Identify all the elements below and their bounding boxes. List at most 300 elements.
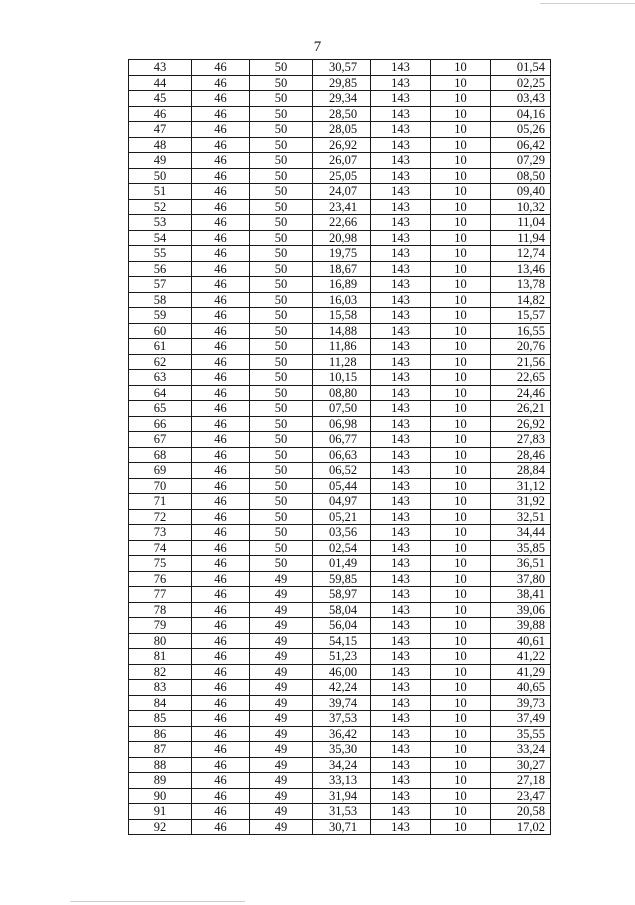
deg-lat-cell: 46 — [192, 215, 250, 231]
min-lon-cell: 10 — [431, 525, 491, 541]
deg-lon-cell: 143 — [371, 649, 431, 665]
table-row — [129, 323, 551, 339]
min-lon-cell: 10 — [431, 649, 491, 665]
sec-lat-cell: 22,66 — [313, 215, 371, 231]
min-lon-cell: 10 — [431, 323, 491, 339]
min-lat-cell: 50 — [250, 463, 313, 479]
point-number-cell: 49 — [129, 153, 192, 169]
min-lon-cell: 10 — [431, 726, 491, 742]
min-lat-cell: 50 — [250, 230, 313, 246]
sec-lat-cell: 31,53 — [313, 804, 371, 820]
deg-lon-cell: 143 — [371, 509, 431, 525]
min-lon-cell: 10 — [431, 540, 491, 556]
deg-lat-cell: 46 — [192, 571, 250, 587]
table-row — [129, 819, 551, 835]
deg-lat-cell: 46 — [192, 339, 250, 355]
point-number-cell: 77 — [129, 587, 192, 603]
point-number-cell: 80 — [129, 633, 192, 649]
min-lat-cell: 49 — [250, 757, 313, 773]
min-lon-cell: 10 — [431, 478, 491, 494]
table-row — [129, 168, 551, 184]
sec-lon-cell: 03,43 — [491, 91, 551, 107]
deg-lat-cell: 46 — [192, 525, 250, 541]
deg-lon-cell: 143 — [371, 401, 431, 417]
deg-lat-cell: 46 — [192, 385, 250, 401]
min-lon-cell: 10 — [431, 230, 491, 246]
sec-lon-cell: 14,82 — [491, 292, 551, 308]
sec-lon-cell: 27,83 — [491, 432, 551, 448]
point-number-cell: 60 — [129, 323, 192, 339]
sec-lat-cell: 37,53 — [313, 711, 371, 727]
min-lon-cell: 10 — [431, 556, 491, 572]
min-lat-cell: 50 — [250, 540, 313, 556]
point-number-cell: 55 — [129, 246, 192, 262]
point-number-cell: 71 — [129, 494, 192, 510]
deg-lat-cell: 46 — [192, 91, 250, 107]
deg-lat-cell: 46 — [192, 463, 250, 479]
deg-lon-cell: 143 — [371, 525, 431, 541]
sec-lat-cell: 04,97 — [313, 494, 371, 510]
deg-lon-cell: 143 — [371, 184, 431, 200]
deg-lat-cell: 46 — [192, 230, 250, 246]
table-row — [129, 494, 551, 510]
deg-lon-cell: 143 — [371, 354, 431, 370]
min-lat-cell: 50 — [250, 122, 313, 138]
table-row — [129, 571, 551, 587]
min-lat-cell: 49 — [250, 633, 313, 649]
min-lat-cell: 50 — [250, 292, 313, 308]
min-lon-cell: 10 — [431, 602, 491, 618]
min-lon-cell: 10 — [431, 664, 491, 680]
sec-lon-cell: 26,92 — [491, 416, 551, 432]
deg-lat-cell: 46 — [192, 401, 250, 417]
coordinates-table — [128, 59, 551, 835]
sec-lon-cell: 41,22 — [491, 649, 551, 665]
deg-lat-cell: 46 — [192, 680, 250, 696]
sec-lon-cell: 11,04 — [491, 215, 551, 231]
min-lon-cell: 10 — [431, 618, 491, 634]
sec-lat-cell: 33,13 — [313, 773, 371, 789]
table-row — [129, 633, 551, 649]
point-number-cell: 81 — [129, 649, 192, 665]
sec-lon-cell: 35,55 — [491, 726, 551, 742]
min-lat-cell: 49 — [250, 680, 313, 696]
min-lon-cell: 10 — [431, 106, 491, 122]
table-row — [129, 463, 551, 479]
sec-lat-cell: 01,49 — [313, 556, 371, 572]
min-lat-cell: 50 — [250, 323, 313, 339]
sec-lon-cell: 35,85 — [491, 540, 551, 556]
sec-lat-cell: 14,88 — [313, 323, 371, 339]
sec-lon-cell: 40,61 — [491, 633, 551, 649]
min-lon-cell: 10 — [431, 339, 491, 355]
deg-lat-cell: 46 — [192, 370, 250, 386]
sec-lat-cell: 25,05 — [313, 168, 371, 184]
sec-lat-cell: 15,58 — [313, 308, 371, 324]
deg-lon-cell: 143 — [371, 261, 431, 277]
point-number-cell: 58 — [129, 292, 192, 308]
deg-lon-cell: 143 — [371, 339, 431, 355]
deg-lon-cell: 143 — [371, 711, 431, 727]
point-number-cell: 75 — [129, 556, 192, 572]
min-lon-cell: 10 — [431, 122, 491, 138]
table-row — [129, 649, 551, 665]
deg-lon-cell: 143 — [371, 680, 431, 696]
sec-lon-cell: 31,12 — [491, 478, 551, 494]
deg-lat-cell: 46 — [192, 773, 250, 789]
scan-edge-top — [540, 3, 635, 4]
sec-lon-cell: 06,42 — [491, 137, 551, 153]
sec-lat-cell: 18,67 — [313, 261, 371, 277]
deg-lat-cell: 46 — [192, 153, 250, 169]
deg-lon-cell: 143 — [371, 664, 431, 680]
sec-lat-cell: 46,00 — [313, 664, 371, 680]
deg-lat-cell: 46 — [192, 695, 250, 711]
min-lat-cell: 50 — [250, 416, 313, 432]
min-lon-cell: 10 — [431, 75, 491, 91]
min-lat-cell: 50 — [250, 494, 313, 510]
min-lat-cell: 50 — [250, 199, 313, 215]
point-number-cell: 78 — [129, 602, 192, 618]
point-number-cell: 87 — [129, 742, 192, 758]
sec-lat-cell: 26,92 — [313, 137, 371, 153]
sec-lat-cell: 59,85 — [313, 571, 371, 587]
sec-lat-cell: 58,04 — [313, 602, 371, 618]
table-row — [129, 122, 551, 138]
table-row — [129, 540, 551, 556]
deg-lon-cell: 143 — [371, 370, 431, 386]
min-lat-cell: 50 — [250, 509, 313, 525]
min-lon-cell: 10 — [431, 292, 491, 308]
table-row — [129, 587, 551, 603]
scan-edge-bottom — [70, 901, 245, 902]
min-lon-cell: 10 — [431, 137, 491, 153]
sec-lon-cell: 24,46 — [491, 385, 551, 401]
table-row — [129, 711, 551, 727]
min-lat-cell: 50 — [250, 478, 313, 494]
min-lon-cell: 10 — [431, 463, 491, 479]
table-row — [129, 757, 551, 773]
deg-lat-cell: 46 — [192, 478, 250, 494]
point-number-cell: 46 — [129, 106, 192, 122]
sec-lat-cell: 11,28 — [313, 354, 371, 370]
min-lat-cell: 49 — [250, 711, 313, 727]
sec-lat-cell: 39,74 — [313, 695, 371, 711]
min-lat-cell: 49 — [250, 819, 313, 835]
point-number-cell: 66 — [129, 416, 192, 432]
sec-lon-cell: 40,65 — [491, 680, 551, 696]
sec-lat-cell: 31,94 — [313, 788, 371, 804]
min-lon-cell: 10 — [431, 633, 491, 649]
point-number-cell: 62 — [129, 354, 192, 370]
table-row — [129, 726, 551, 742]
table-row — [129, 664, 551, 680]
table-row — [129, 618, 551, 634]
point-number-cell: 88 — [129, 757, 192, 773]
deg-lon-cell: 143 — [371, 292, 431, 308]
point-number-cell: 64 — [129, 385, 192, 401]
min-lon-cell: 10 — [431, 385, 491, 401]
deg-lat-cell: 46 — [192, 726, 250, 742]
min-lat-cell: 49 — [250, 695, 313, 711]
min-lat-cell: 50 — [250, 370, 313, 386]
table-row — [129, 478, 551, 494]
deg-lon-cell: 143 — [371, 432, 431, 448]
min-lat-cell: 50 — [250, 184, 313, 200]
deg-lat-cell: 46 — [192, 354, 250, 370]
deg-lat-cell: 46 — [192, 804, 250, 820]
point-number-cell: 53 — [129, 215, 192, 231]
table-row — [129, 804, 551, 820]
table-row — [129, 385, 551, 401]
deg-lat-cell: 46 — [192, 788, 250, 804]
point-number-cell: 69 — [129, 463, 192, 479]
sec-lon-cell: 27,18 — [491, 773, 551, 789]
min-lat-cell: 49 — [250, 649, 313, 665]
min-lon-cell: 10 — [431, 246, 491, 262]
sec-lon-cell: 13,46 — [491, 261, 551, 277]
deg-lat-cell: 46 — [192, 122, 250, 138]
point-number-cell: 61 — [129, 339, 192, 355]
deg-lat-cell: 46 — [192, 106, 250, 122]
min-lat-cell: 50 — [250, 168, 313, 184]
point-number-cell: 82 — [129, 664, 192, 680]
point-number-cell: 84 — [129, 695, 192, 711]
point-number-cell: 91 — [129, 804, 192, 820]
table-row — [129, 137, 551, 153]
deg-lon-cell: 143 — [371, 277, 431, 293]
deg-lon-cell: 143 — [371, 463, 431, 479]
sec-lat-cell: 16,89 — [313, 277, 371, 293]
sec-lon-cell: 28,84 — [491, 463, 551, 479]
deg-lat-cell: 46 — [192, 75, 250, 91]
sec-lon-cell: 26,21 — [491, 401, 551, 417]
deg-lat-cell: 46 — [192, 432, 250, 448]
deg-lon-cell: 143 — [371, 618, 431, 634]
min-lat-cell: 50 — [250, 308, 313, 324]
sec-lat-cell: 20,98 — [313, 230, 371, 246]
deg-lat-cell: 46 — [192, 742, 250, 758]
min-lon-cell: 10 — [431, 494, 491, 510]
point-number-cell: 54 — [129, 230, 192, 246]
min-lat-cell: 50 — [250, 75, 313, 91]
deg-lat-cell: 46 — [192, 509, 250, 525]
min-lat-cell: 49 — [250, 587, 313, 603]
sec-lat-cell: 16,03 — [313, 292, 371, 308]
min-lat-cell: 50 — [250, 354, 313, 370]
point-number-cell: 48 — [129, 137, 192, 153]
deg-lon-cell: 143 — [371, 478, 431, 494]
deg-lon-cell: 143 — [371, 246, 431, 262]
sec-lon-cell: 09,40 — [491, 184, 551, 200]
deg-lon-cell: 143 — [371, 633, 431, 649]
sec-lat-cell: 08,80 — [313, 385, 371, 401]
sec-lon-cell: 10,32 — [491, 199, 551, 215]
min-lat-cell: 50 — [250, 277, 313, 293]
min-lon-cell: 10 — [431, 91, 491, 107]
table-row — [129, 230, 551, 246]
deg-lat-cell: 46 — [192, 416, 250, 432]
min-lon-cell: 10 — [431, 587, 491, 603]
min-lon-cell: 10 — [431, 680, 491, 696]
table-row — [129, 695, 551, 711]
point-number-cell: 57 — [129, 277, 192, 293]
sec-lon-cell: 13,78 — [491, 277, 551, 293]
point-number-cell: 90 — [129, 788, 192, 804]
min-lat-cell: 49 — [250, 664, 313, 680]
deg-lon-cell: 143 — [371, 773, 431, 789]
table-row — [129, 292, 551, 308]
page-number: 7 — [313, 39, 322, 55]
sec-lat-cell: 51,23 — [313, 649, 371, 665]
sec-lat-cell: 07,50 — [313, 401, 371, 417]
deg-lat-cell: 46 — [192, 60, 250, 76]
sec-lon-cell: 39,06 — [491, 602, 551, 618]
table-row — [129, 602, 551, 618]
sec-lon-cell: 15,57 — [491, 308, 551, 324]
deg-lat-cell: 46 — [192, 819, 250, 835]
sec-lat-cell: 26,07 — [313, 153, 371, 169]
sec-lon-cell: 05,26 — [491, 122, 551, 138]
min-lon-cell: 10 — [431, 401, 491, 417]
table-row — [129, 153, 551, 169]
table-row — [129, 277, 551, 293]
min-lat-cell: 49 — [250, 602, 313, 618]
sec-lon-cell: 30,27 — [491, 757, 551, 773]
deg-lat-cell: 46 — [192, 494, 250, 510]
min-lon-cell: 10 — [431, 432, 491, 448]
sec-lat-cell: 06,98 — [313, 416, 371, 432]
sec-lat-cell: 54,15 — [313, 633, 371, 649]
sec-lon-cell: 16,55 — [491, 323, 551, 339]
sec-lon-cell: 32,51 — [491, 509, 551, 525]
point-number-cell: 47 — [129, 122, 192, 138]
deg-lon-cell: 143 — [371, 726, 431, 742]
min-lon-cell: 10 — [431, 184, 491, 200]
table-row — [129, 261, 551, 277]
min-lon-cell: 10 — [431, 804, 491, 820]
table-row — [129, 432, 551, 448]
table-row — [129, 91, 551, 107]
point-number-cell: 50 — [129, 168, 192, 184]
point-number-cell: 44 — [129, 75, 192, 91]
sec-lon-cell: 20,76 — [491, 339, 551, 355]
min-lat-cell: 50 — [250, 339, 313, 355]
table-row — [129, 75, 551, 91]
deg-lon-cell: 143 — [371, 308, 431, 324]
deg-lat-cell: 46 — [192, 246, 250, 262]
sec-lat-cell: 35,30 — [313, 742, 371, 758]
sec-lon-cell: 41,29 — [491, 664, 551, 680]
sec-lat-cell: 02,54 — [313, 540, 371, 556]
point-number-cell: 73 — [129, 525, 192, 541]
point-number-cell: 89 — [129, 773, 192, 789]
deg-lat-cell: 46 — [192, 664, 250, 680]
table-row — [129, 370, 551, 386]
sec-lat-cell: 05,21 — [313, 509, 371, 525]
deg-lon-cell: 143 — [371, 571, 431, 587]
min-lat-cell: 49 — [250, 571, 313, 587]
deg-lat-cell: 46 — [192, 168, 250, 184]
sec-lat-cell: 06,52 — [313, 463, 371, 479]
min-lat-cell: 50 — [250, 246, 313, 262]
min-lon-cell: 10 — [431, 773, 491, 789]
sec-lon-cell: 33,24 — [491, 742, 551, 758]
sec-lat-cell: 23,41 — [313, 199, 371, 215]
sec-lon-cell: 21,56 — [491, 354, 551, 370]
deg-lon-cell: 143 — [371, 757, 431, 773]
min-lat-cell: 50 — [250, 432, 313, 448]
deg-lat-cell: 46 — [192, 137, 250, 153]
deg-lon-cell: 143 — [371, 804, 431, 820]
table-row — [129, 308, 551, 324]
min-lon-cell: 10 — [431, 695, 491, 711]
point-number-cell: 51 — [129, 184, 192, 200]
sec-lon-cell: 37,80 — [491, 571, 551, 587]
min-lat-cell: 50 — [250, 556, 313, 572]
table-row — [129, 199, 551, 215]
deg-lon-cell: 143 — [371, 742, 431, 758]
min-lat-cell: 49 — [250, 618, 313, 634]
min-lon-cell: 10 — [431, 416, 491, 432]
point-number-cell: 79 — [129, 618, 192, 634]
sec-lat-cell: 30,71 — [313, 819, 371, 835]
min-lat-cell: 49 — [250, 773, 313, 789]
deg-lon-cell: 143 — [371, 540, 431, 556]
min-lon-cell: 10 — [431, 199, 491, 215]
table-row — [129, 525, 551, 541]
table-row — [129, 788, 551, 804]
sec-lat-cell: 30,57 — [313, 60, 371, 76]
deg-lon-cell: 143 — [371, 385, 431, 401]
min-lon-cell: 10 — [431, 788, 491, 804]
table-row — [129, 447, 551, 463]
min-lat-cell: 49 — [250, 726, 313, 742]
sec-lon-cell: 04,16 — [491, 106, 551, 122]
sec-lon-cell: 01,54 — [491, 60, 551, 76]
sec-lon-cell: 22,65 — [491, 370, 551, 386]
table-row — [129, 339, 551, 355]
min-lat-cell: 50 — [250, 91, 313, 107]
deg-lat-cell: 46 — [192, 261, 250, 277]
table-body — [129, 60, 551, 835]
deg-lat-cell: 46 — [192, 556, 250, 572]
min-lon-cell: 10 — [431, 711, 491, 727]
deg-lon-cell: 143 — [371, 75, 431, 91]
table-row — [129, 354, 551, 370]
sec-lon-cell: 07,29 — [491, 153, 551, 169]
sec-lon-cell: 39,88 — [491, 618, 551, 634]
deg-lat-cell: 46 — [192, 649, 250, 665]
deg-lon-cell: 143 — [371, 60, 431, 76]
sec-lat-cell: 03,56 — [313, 525, 371, 541]
min-lon-cell: 10 — [431, 308, 491, 324]
min-lon-cell: 10 — [431, 757, 491, 773]
min-lat-cell: 50 — [250, 401, 313, 417]
table-row — [129, 509, 551, 525]
sec-lat-cell: 06,63 — [313, 447, 371, 463]
deg-lat-cell: 46 — [192, 277, 250, 293]
deg-lat-cell: 46 — [192, 447, 250, 463]
min-lat-cell: 50 — [250, 385, 313, 401]
sec-lon-cell: 08,50 — [491, 168, 551, 184]
point-number-cell: 63 — [129, 370, 192, 386]
min-lon-cell: 10 — [431, 354, 491, 370]
deg-lat-cell: 46 — [192, 308, 250, 324]
table-row — [129, 401, 551, 417]
deg-lon-cell: 143 — [371, 323, 431, 339]
point-number-cell: 56 — [129, 261, 192, 277]
